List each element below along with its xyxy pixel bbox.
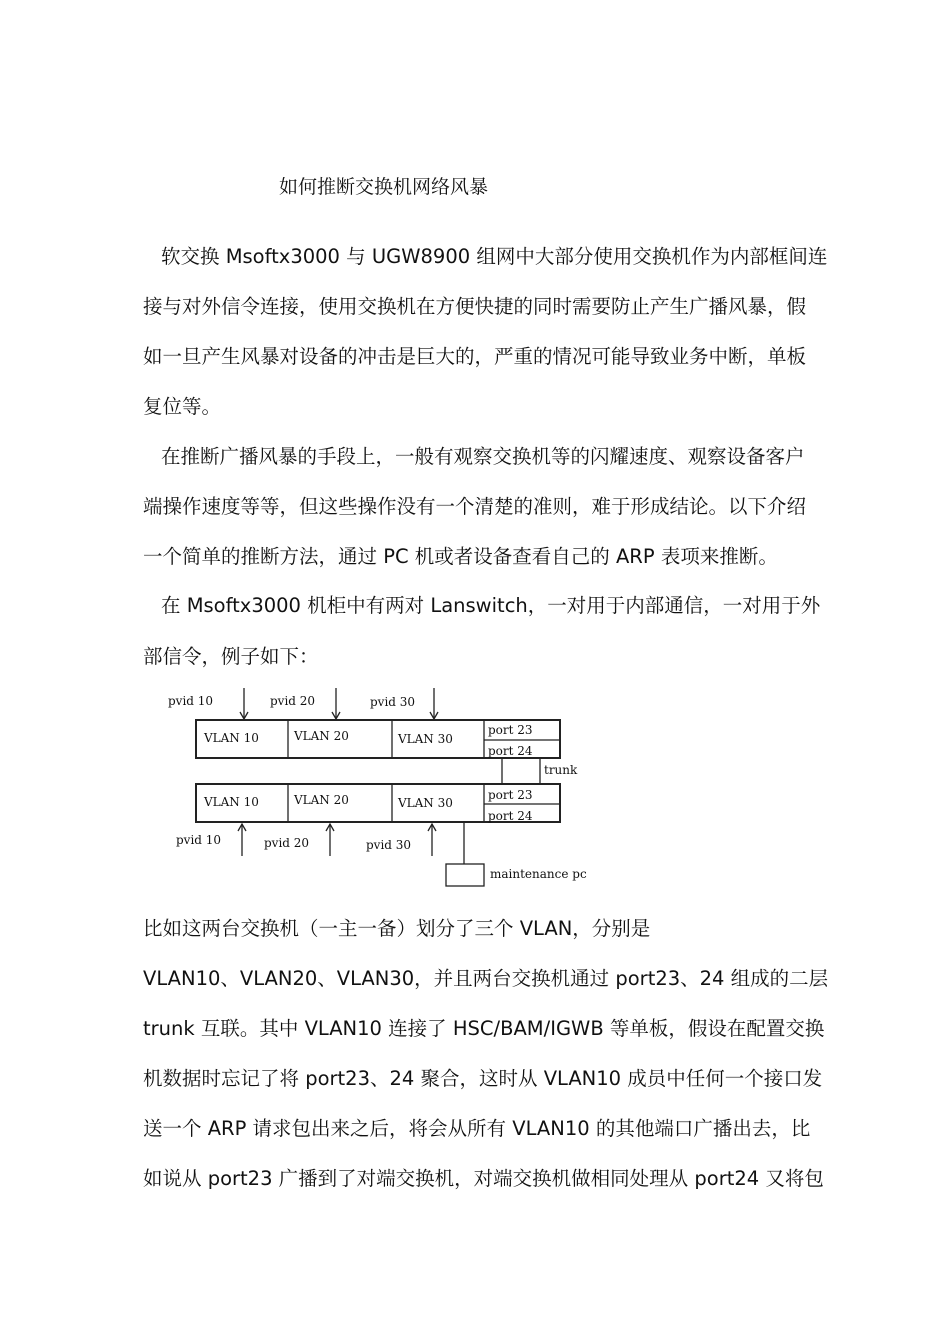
text-line: 接与对外信令连接，使用交换机在方便快捷的同时需要防止产生广播风暴，假 [143, 295, 807, 318]
pvid-label: pvid 30 [366, 838, 412, 852]
page-title: 如何推断交换机网络风暴 [279, 176, 489, 198]
text-line: VLAN10、VLAN20、VLAN30，并且两台交换机通过 port23、24 组成的二层 [143, 967, 829, 990]
vlan-label: VLAN 20 [294, 729, 349, 743]
pvid-label: pvid 20 [264, 836, 310, 850]
text-line: 部信令，例子如下： [143, 645, 319, 668]
text-line: 如一旦产生风暴对设备的冲击是巨大的，严重的情况可能导致业务中断，单板 [143, 345, 807, 368]
vlan-label: VLAN 20 [294, 793, 349, 807]
vlan-label: VLAN 30 [398, 732, 453, 746]
vlan-trunk-diagram [160, 684, 610, 894]
pvid-label: pvid 30 [370, 695, 416, 709]
text-line: 在推断广播风暴的手段上，一般有观察交换机等的闪耀速度、观察设备客户 [161, 445, 805, 468]
text-line: 在 Msoftx3000 机柜中有两对 Lanswitch，一对用于内部通信，一对用于外 [161, 594, 821, 617]
text-line: 比如这两台交换机（一主一备）划分了三个 VLAN，分别是 [143, 917, 651, 940]
text-line: 端操作速度等等，但这些操作没有一个清楚的准则，难于形成结论。以下介绍 [143, 495, 807, 518]
pc-box [446, 864, 484, 886]
port-label: port 24 [488, 744, 533, 758]
text-line: 如说从 port23 广播到了对端交换机，对端交换机做相同处理从 port24 又将包 [143, 1167, 824, 1190]
vlan-label: VLAN 30 [398, 796, 453, 810]
vlan-label: VLAN 10 [204, 795, 259, 809]
port-label: port 23 [488, 788, 533, 802]
vlan-label: VLAN 10 [204, 731, 259, 745]
text-line: 送一个 ARP 请求包出来之后，将会从所有 VLAN10 的其他端口广播出去，比 [143, 1117, 811, 1140]
text-line: 机数据时忘记了将 port23、24 聚合，这时从 VLAN10 成员中任何一个接口发 [143, 1067, 823, 1090]
pvid-label: pvid 20 [270, 694, 316, 708]
trunk-label: trunk [544, 763, 578, 777]
text-line: 一个简单的推断方法，通过 PC 机或者设备查看自己的 ARP 表项来推断。 [143, 545, 778, 568]
text-line: 软交换 Msoftx3000 与 UGW8900 组网中大部分使用交换机作为内部框间连 [161, 245, 828, 268]
pvid-label: pvid 10 [168, 694, 214, 708]
port-label: port 24 [488, 809, 533, 823]
pvid-label: pvid 10 [176, 833, 222, 847]
text-line: trunk 互联。其中 VLAN10 连接了 HSC/BAM/IGWB 等单板，假设在配置交换 [143, 1017, 825, 1040]
port-label: port 23 [488, 723, 533, 737]
pc-label: maintenance pc [490, 867, 587, 881]
text-line: 复位等。 [143, 395, 222, 418]
